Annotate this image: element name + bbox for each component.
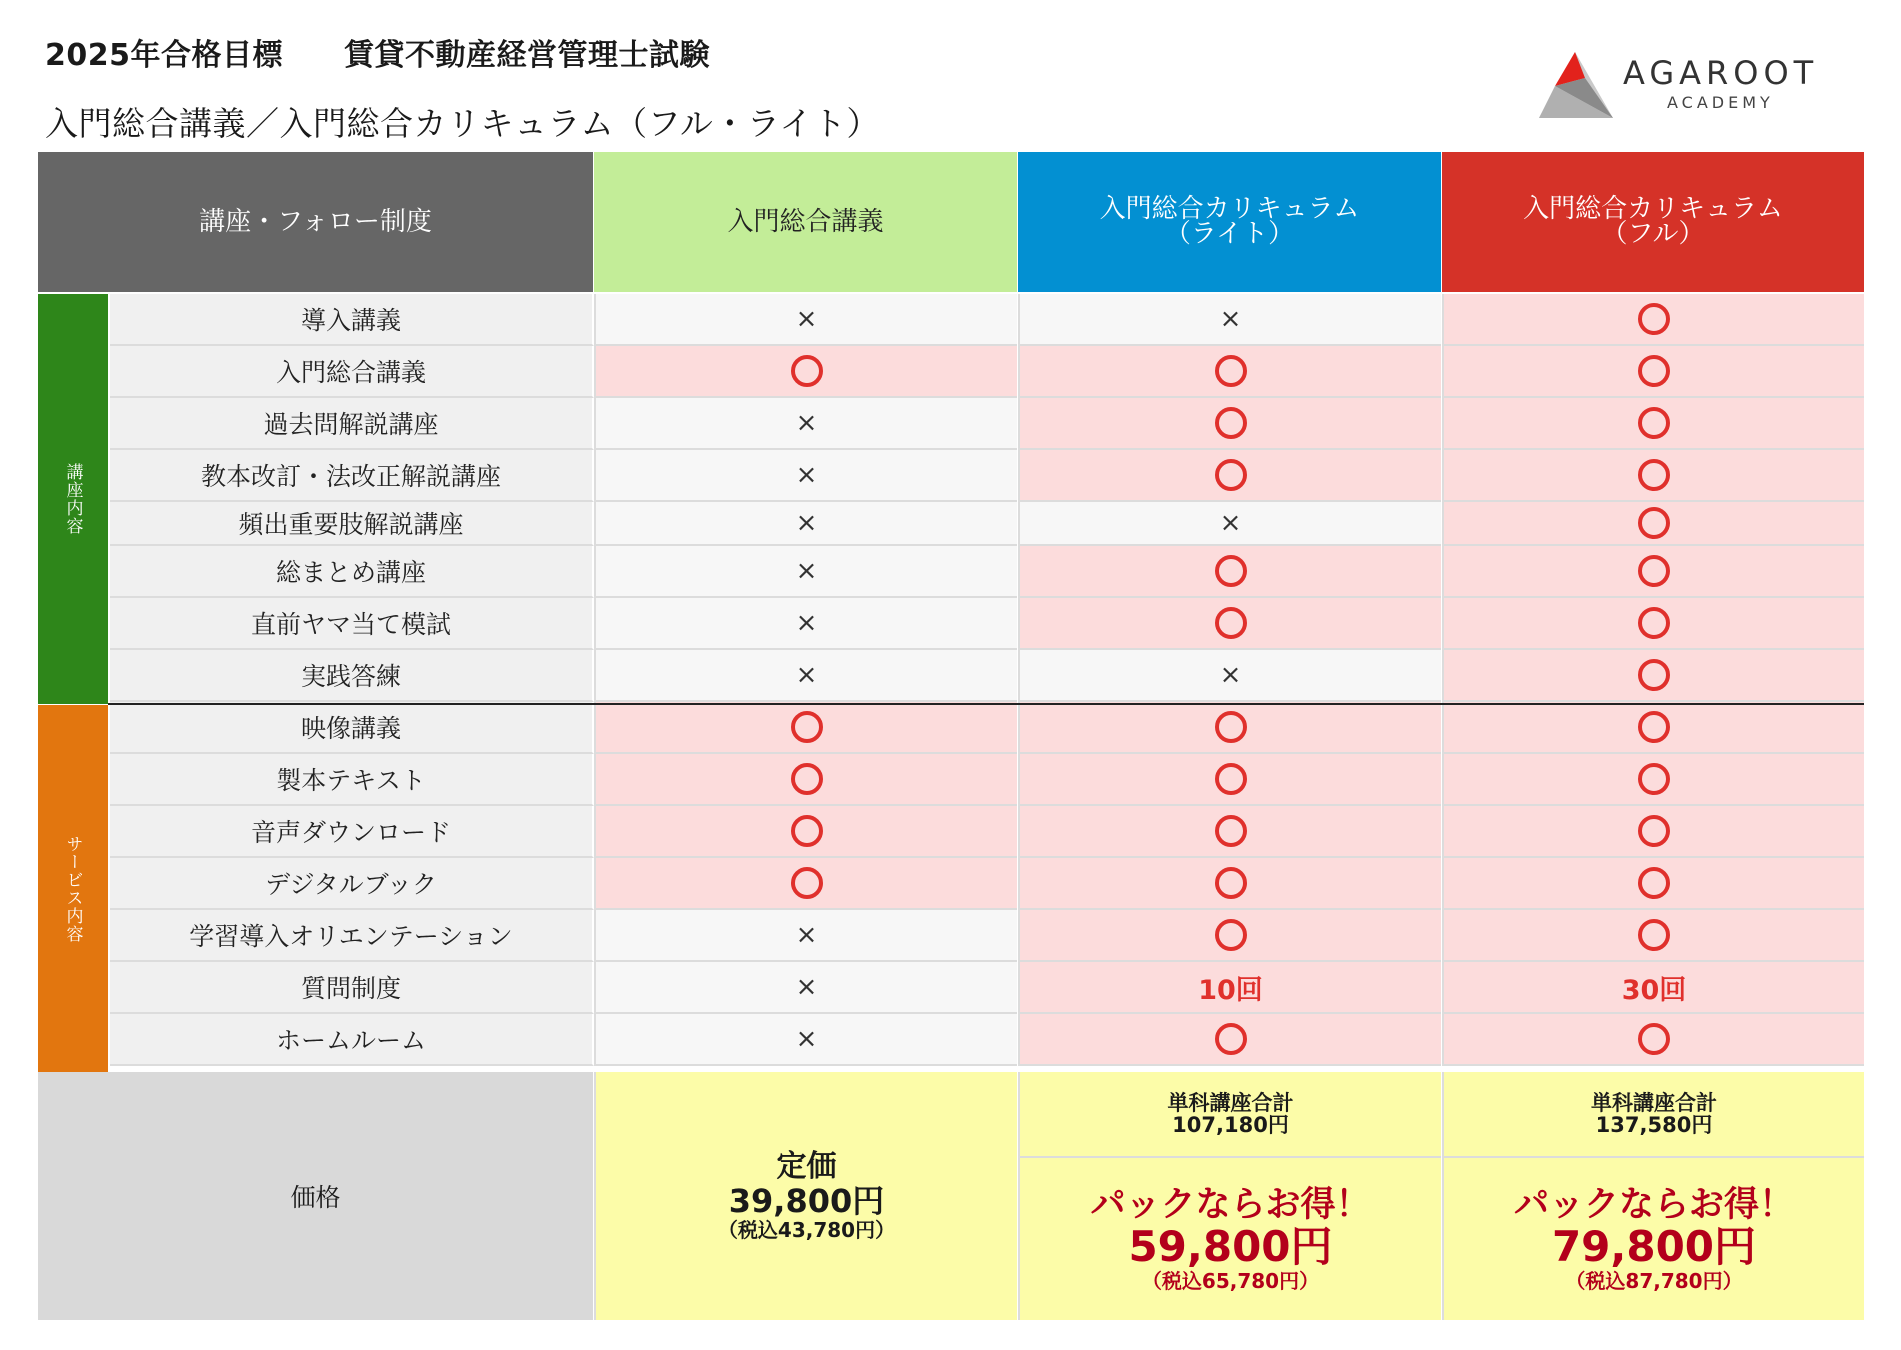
sum-label-col2: 単科講座合計 [1167,1091,1294,1115]
check-circle-icon [1215,919,1247,951]
table-cell [594,806,1017,858]
check-circle-icon [1638,659,1670,691]
cross-icon: × [795,460,818,490]
table-cell [1442,754,1864,806]
table-cell [1442,650,1864,702]
table-cell [1442,702,1864,754]
category-service [38,705,108,1072]
check-circle-icon [1638,407,1670,439]
cross-icon: × [795,660,818,690]
check-circle-icon [1638,763,1670,795]
row-label: 映像講義 [110,702,594,754]
question-count: 30回 [1621,974,1687,1006]
row-label: 実践答練 [110,650,594,702]
price-label-cell [38,1072,593,1320]
cross-icon: × [795,920,818,950]
page-title: 2025年合格目標 賃貸不動産経営管理士試験 [45,38,710,73]
cross-icon: × [795,1024,818,1054]
check-circle-icon [1215,407,1247,439]
check-circle-icon [791,711,823,743]
table-cell [1018,1014,1441,1066]
row-label: ホームルーム [110,1014,594,1066]
pack-label-col2: パックならお得！ [1090,1185,1371,1225]
header-col3-line2: （フル） [1601,219,1705,249]
cross-icon: × [795,304,818,334]
table-cell [1442,962,1864,1014]
price-label: 価格 [290,1183,341,1212]
pack-label-col3: パックならお得！ [1513,1185,1794,1225]
check-circle-icon [1215,607,1247,639]
price-col2-sum [1018,1072,1441,1158]
check-circle-icon [1638,867,1670,899]
table-cell [1018,598,1441,650]
check-circle-icon [1215,711,1247,743]
logo-text: AGAROOT [1623,54,1819,92]
sum-value-col2: 107,180円 [1172,1113,1289,1137]
check-circle-icon [1215,459,1247,491]
table-cell [1018,962,1441,1014]
table-cell [1018,346,1441,398]
pack-price-col2: 59,800円 [1128,1222,1333,1271]
table-cell [594,546,1017,598]
table-cell [1018,702,1441,754]
check-circle-icon [791,867,823,899]
check-circle-icon [1638,607,1670,639]
check-circle-icon [1215,555,1247,587]
header-col2 [1018,152,1441,292]
list-price-label: 定価 [776,1149,837,1184]
logo-triangle-icon [1535,48,1617,126]
table-cell [1442,858,1864,910]
check-circle-icon [1638,355,1670,387]
table-cell [1442,1014,1864,1066]
row-label: デジタルブック [110,858,594,910]
row-label: 質問制度 [110,962,594,1014]
category-divider [108,703,1864,705]
pack-tax-col2: （税込65,780円） [1141,1269,1320,1293]
row-label: 過去問解説講座 [110,398,594,450]
pack-price-col3: 79,800円 [1551,1222,1757,1271]
pack-tax-col3: （税込87,780円） [1565,1269,1743,1293]
header-label-cell [38,152,593,292]
agaroot-logo [1535,48,1825,126]
table-cell [1018,754,1441,806]
table-cell [1442,346,1864,398]
table-cell [594,962,1017,1014]
table-cell [1442,546,1864,598]
cross-icon: × [795,556,818,586]
question-count: 10回 [1198,974,1263,1006]
table-cell [594,294,1017,346]
sum-label-col3: 単科講座合計 [1591,1091,1717,1115]
table-cell [594,858,1017,910]
table-cell [594,754,1017,806]
check-circle-icon [1638,711,1670,743]
table-cell [1442,398,1864,450]
row-label: 学習導入オリエンテーション [110,910,594,962]
check-circle-icon [791,763,823,795]
price-col3-sum [1442,1072,1864,1158]
header-col3 [1442,152,1864,292]
check-circle-icon [1638,555,1670,587]
row-label: 教本改訂・法改正解説講座 [110,450,594,502]
check-circle-icon [1638,1023,1670,1055]
table-cell [1442,294,1864,346]
table-cell [1018,910,1441,962]
category-course [38,294,108,704]
header-label: 講座・フォロー制度 [199,206,432,237]
check-circle-icon [1638,815,1670,847]
price-col3-pack [1442,1158,1864,1320]
cross-icon: × [795,508,818,538]
cross-icon: × [795,972,818,1002]
page-subtitle: 入門総合講義／入門総合カリキュラム（フル・ライト） [45,104,880,143]
table-cell [594,910,1017,962]
check-circle-icon [1638,459,1670,491]
table-cell [1018,650,1441,702]
header-col2-line1: 入門総合カリキュラム [1099,194,1360,224]
header-col3-line1: 入門総合カリキュラム [1523,194,1783,224]
header-col1-label: 入門総合講義 [727,206,884,237]
row-label: 直前ヤマ当て模試 [110,598,594,650]
cross-icon: × [1219,508,1242,538]
table-cell [594,398,1017,450]
cross-icon: × [1219,660,1242,690]
table-cell [1442,806,1864,858]
check-circle-icon [791,355,823,387]
check-circle-icon [1215,1023,1247,1055]
row-label: 音声ダウンロード [110,806,594,858]
table-cell [1018,450,1441,502]
table-cell [594,702,1017,754]
sum-value-col3: 137,580円 [1595,1113,1713,1137]
table-cell [1442,598,1864,650]
header-col1 [594,152,1017,292]
list-price-value: 39,800円 [728,1182,885,1220]
table-cell [1442,450,1864,502]
row-label: 総まとめ講座 [110,546,594,598]
row-label: 入門総合講義 [110,346,594,398]
check-circle-icon [1215,763,1247,795]
table-cell [1018,858,1441,910]
table-cell [1018,502,1441,546]
check-circle-icon [1215,355,1247,387]
header-col2-line2: （ライト） [1164,219,1295,249]
cross-icon: × [795,408,818,438]
check-circle-icon [1215,815,1247,847]
table-cell [594,346,1017,398]
price-col1 [594,1072,1017,1320]
check-circle-icon [1638,303,1670,335]
table-cell [1018,398,1441,450]
price-col2-pack [1018,1158,1441,1320]
table-cell [594,1014,1017,1066]
logo-subtext: ACADEMY [1667,93,1774,112]
check-circle-icon [1638,919,1670,951]
row-label: 頻出重要肢解説講座 [110,502,594,546]
check-circle-icon [1215,867,1247,899]
row-label: 導入講義 [110,294,594,346]
table-cell [594,598,1017,650]
table-cell [1018,546,1441,598]
category-service-label: サービス内容 [62,834,83,943]
table-cell [1018,294,1441,346]
cross-icon: × [1219,304,1242,334]
table-cell [594,502,1017,546]
table-cell [1442,910,1864,962]
check-circle-icon [791,815,823,847]
table-cell [1442,502,1864,546]
list-price-tax: （税込43,780円） [717,1218,896,1242]
cross-icon: × [795,608,818,638]
category-course-label: 講座内容 [62,463,83,535]
table-cell [594,650,1017,702]
check-circle-icon [1638,507,1670,539]
row-label: 製本テキスト [110,754,594,806]
comparison-table [38,152,1864,1320]
table-cell [594,450,1017,502]
table-cell [1018,806,1441,858]
